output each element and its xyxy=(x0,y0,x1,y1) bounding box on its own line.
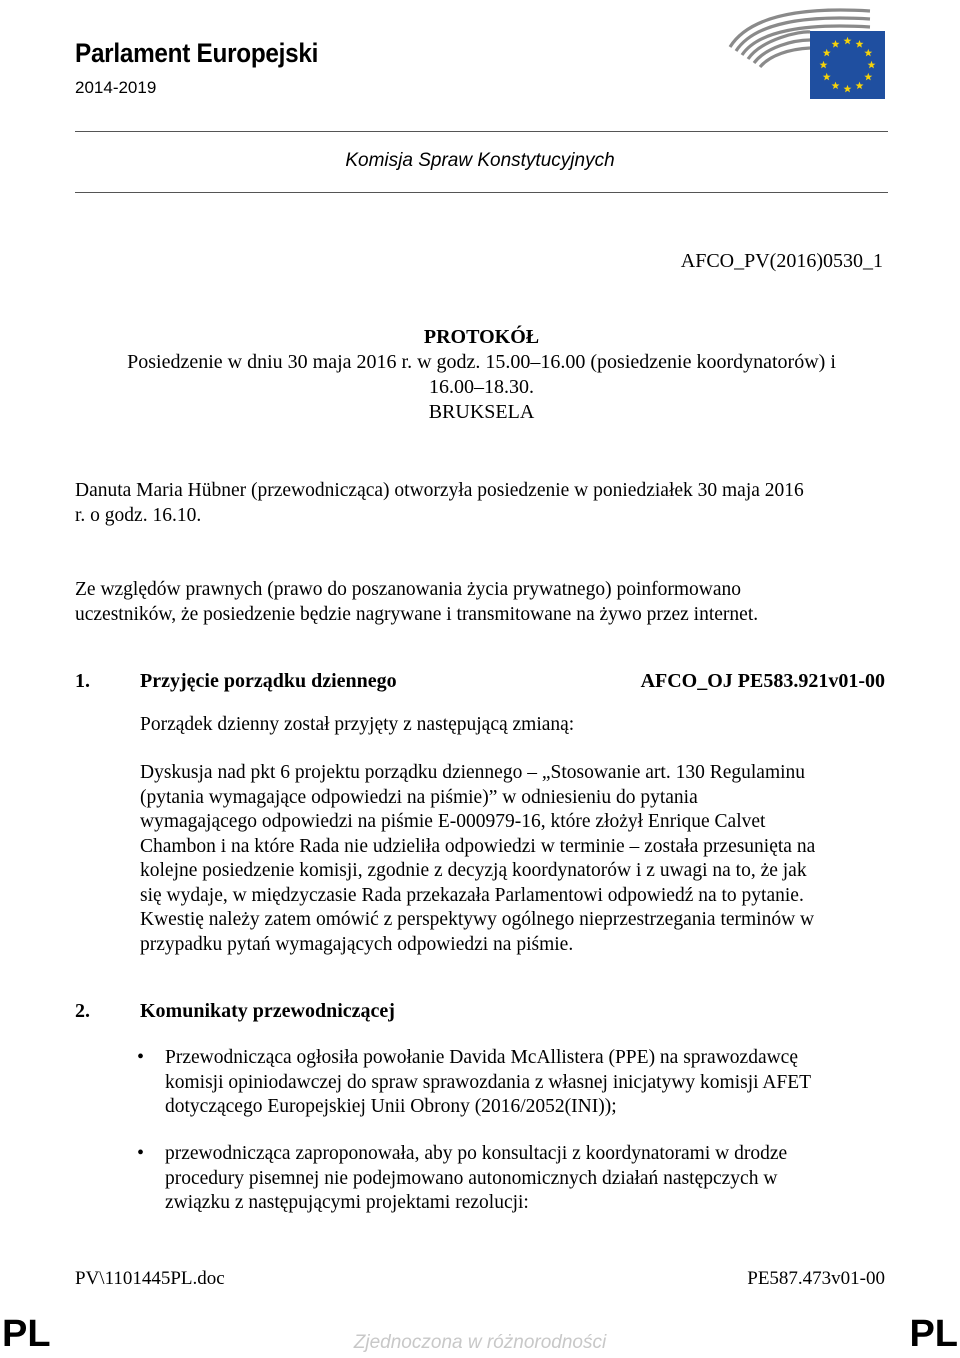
privacy-notice xyxy=(75,577,888,627)
opening-line: Danuta Maria Hübner (przewodnicząca) otworzyła posiedzenie w poniedziałek 30 maja 2016 xyxy=(75,480,804,501)
parliamentary-term: 2014-2019 xyxy=(75,78,157,97)
bullet-line: komisji opiniodawczej do spraw sprawozdania z własnej inicjatywy komisji AFET xyxy=(165,1071,812,1093)
committee-name: Komisja Spraw Konstytucyjnych xyxy=(345,150,615,171)
meeting-city: BRUKSELA xyxy=(428,401,535,423)
meeting-date-line2: 16.00–18.30. xyxy=(429,376,534,398)
minutes-title-block xyxy=(75,325,888,425)
header-rule xyxy=(75,131,888,132)
discussion-line: wymagającego odpowiedzi na piśmie E-000979-16, które złożył Enrique Calvet xyxy=(140,811,766,832)
organization-name: Parlament Europejski xyxy=(75,38,319,68)
privacy-line: Ze względów prawnych (prawo do poszanowania życia prywatnego) poinformowano xyxy=(75,579,742,600)
discussion-line: Kwestię należy zatem omówić z perspektywy ogólnego nieprzestrzegania terminów w xyxy=(140,909,815,930)
item-2-number: 2. xyxy=(75,1000,90,1022)
item-1-discussion xyxy=(140,761,890,957)
committee-rule xyxy=(75,192,888,193)
bullet-icon: • xyxy=(137,1046,145,1068)
footer-file-name: PV\1101445PL.doc xyxy=(75,1268,225,1289)
discussion-line: Dyskusja nad pkt 6 projektu porządku dziennego – „Stosowanie art. 130 Regulaminu xyxy=(140,762,806,783)
privacy-line: uczestników, że posiedzenie będzie nagrywane i transmitowane na żywo przez internet. xyxy=(75,604,759,625)
discussion-line: (pytania wymagające odpowiedzi na piśmie)” w odniesieniu do pytania xyxy=(140,786,698,808)
item-2-title: Komunikaty przewodniczącej xyxy=(140,1000,395,1022)
bullet-line: dotyczącego Europejskiej Unii Obrony (2016/2052(INI)); xyxy=(165,1096,617,1117)
item-1-title: Przyjęcie porządku dziennego xyxy=(140,670,397,692)
discussion-line: się wydaje, w międzyczasie Rada przekazała Parlamentowi odpowiedź na to pytanie. xyxy=(140,884,804,906)
item-1-reference: AFCO_OJ PE583.921v01-00 xyxy=(640,670,885,692)
bullet-line: procedury pisemnej nie podejmowano autonomicznych działań następczych w xyxy=(165,1167,778,1189)
meeting-date-line1: Posiedzenie w dniu 30 maja 2016 r. w godz. 15.00–16.00 (posiedzenie koordynatorów) i xyxy=(127,351,836,373)
bullet-line: związku z następującymi projektami rezolucji: xyxy=(165,1192,529,1213)
bullet-line: przewodnicząca zaproponowała, aby po konsultacji z koordynatorami w drodze xyxy=(165,1143,788,1164)
document-reference: AFCO_PV(2016)0530_1 xyxy=(680,250,883,272)
item-1-number: 1. xyxy=(75,670,90,692)
opening-line: r. o godz. 16.10. xyxy=(75,505,202,526)
discussion-line: Chambon i na które Rada nie udzieliła odpowiedzi w terminie – została przesunięta na xyxy=(140,835,816,857)
european-parliament-logo xyxy=(720,5,888,100)
discussion-line: kolejne posiedzenie komisji, zgodnie z decyzją koordynatorów i z uwagi na to, że jak xyxy=(140,860,807,881)
language-code-left: PL xyxy=(2,1313,51,1355)
discussion-line: przypadku pytań wymagających odpowiedzi na piśmie. xyxy=(140,933,574,955)
opening-paragraph xyxy=(75,478,888,528)
announcement-bullet xyxy=(165,1142,885,1216)
agenda-adopted-text: Porządek dzienny został przyjęty z następującą zmianą: xyxy=(140,714,575,735)
language-code-right: PL xyxy=(909,1313,958,1355)
announcement-bullet xyxy=(165,1046,885,1120)
bullet-icon: • xyxy=(137,1142,145,1164)
footer-pe-reference: PE587.473v01-00 xyxy=(747,1268,885,1289)
minutes-heading: PROTOKÓŁ xyxy=(423,326,540,348)
bullet-line: Przewodnicząca ogłosiła powołanie Davida McAllistera (PPE) na sprawozdawcę xyxy=(165,1047,798,1068)
eu-motto: Zjednoczona w różnorodności xyxy=(353,1332,607,1353)
